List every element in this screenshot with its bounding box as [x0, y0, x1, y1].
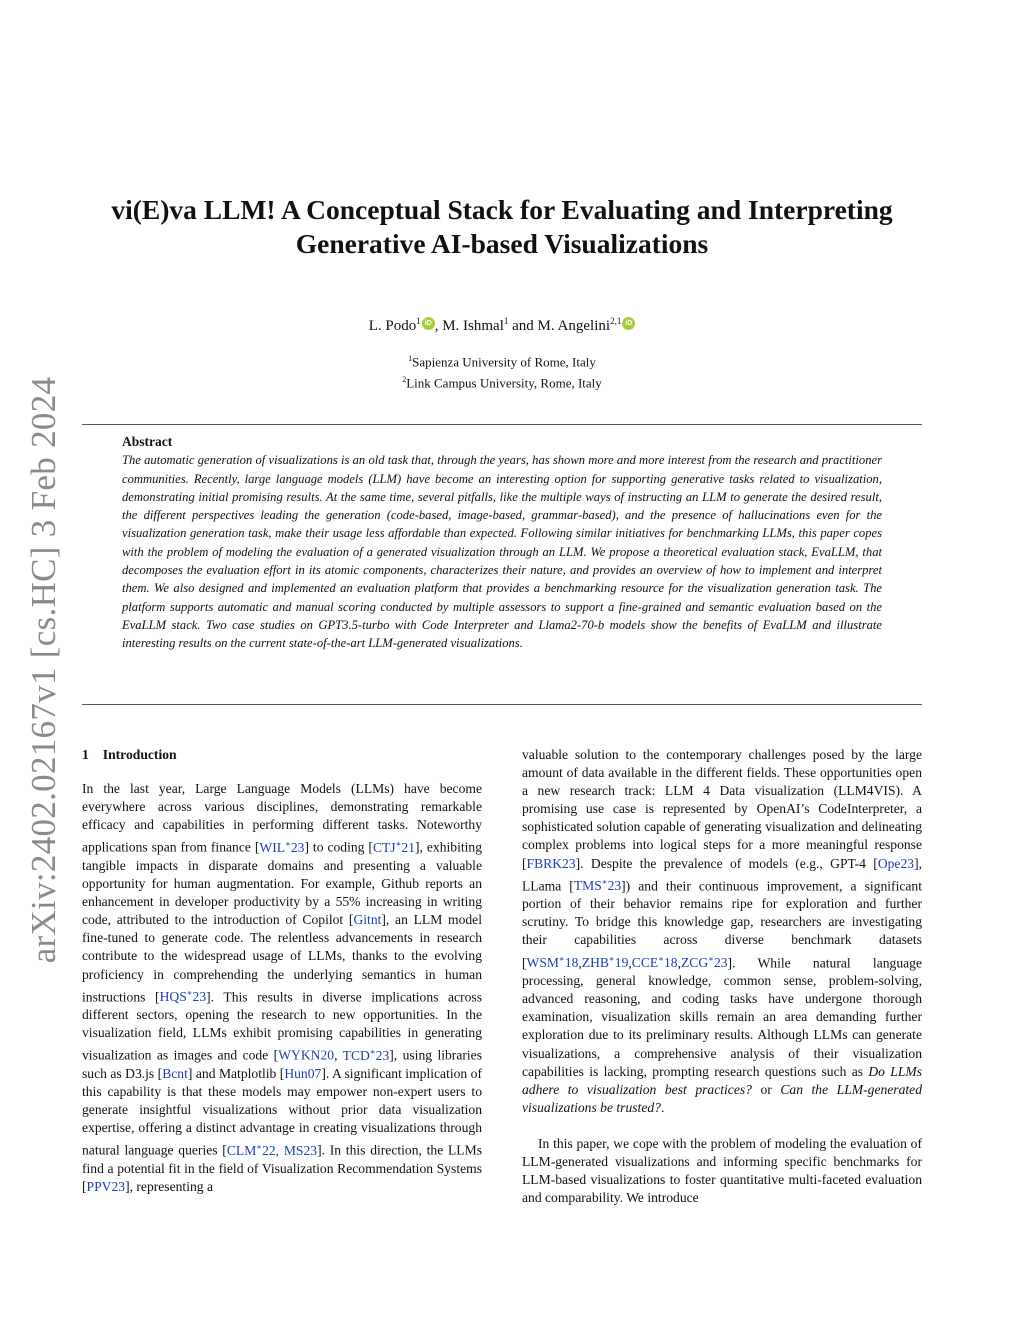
body-text: ], an LLM model fine-tuned to generate code. The relentless advancements in research contribute to the widespread usage of LLMs, thanks to the evolving proficiency in comprehending the underlying semantics in human instructions [ [82, 912, 482, 1005]
section-number: 1 [82, 747, 89, 762]
citation-link[interactable]: PPV23 [86, 1179, 126, 1195]
affiliation-marker: 2 [402, 375, 407, 385]
citation-link[interactable]: FBRK23 [526, 855, 576, 871]
body-text: ]. This results in diverse implications across different sectors, opening the research to new opportunities. In the visualization field, LLMs exhibit promising capabilities in generating visualization as images and code [ [82, 989, 482, 1063]
body-text: ]. In this direction, the LLMs find a potential fit in the field of Visualization Recommendation Systems [ [82, 1143, 482, 1195]
author-list [82, 316, 922, 335]
paper-title-line-1: vi(E)va LLM! A Conceptual Stack for Evaluating and Interpreting [111, 194, 893, 225]
body-text: or [751, 1081, 781, 1097]
affiliation-1 [82, 350, 922, 371]
arxiv-identifier-text: arXiv:2402.02167v1 [cs.HC] 3 Feb 2024 [24, 376, 63, 964]
citation-link[interactable]: CTJ∗21 [372, 838, 415, 855]
author-podo-affil: 1 [416, 316, 421, 326]
abstract-block [122, 433, 882, 653]
citation-link[interactable]: TCD∗23 [342, 1046, 390, 1063]
author-separator: , [434, 318, 443, 334]
abstract-heading: Abstract [122, 434, 173, 449]
abstract-top-rule [82, 424, 922, 425]
body-text: valuable solution to the contemporary challenges posed by the large amount of data available in the different fields. These opportunities open a new research track: LLM 4 Data visualization (LLM4VIS). A promising use case is represented by OpenAI’s CodeInterpreter, a sophisticated solution capable of generating visualization and delineating complex problems into logical steps for a more meaningful response [ [522, 747, 922, 871]
affiliations [82, 350, 922, 393]
author-podo: L. Podo [368, 318, 417, 334]
affiliation-text: Sapienza University of Rome, Italy [412, 354, 596, 370]
body-text: , [628, 955, 632, 971]
paper-title [82, 193, 922, 261]
arxiv-identifier-stamp [22, 360, 66, 980]
section-title: Introduction [102, 747, 177, 762]
research-question-2: Can the LLM-generated visualizations be trusted? [522, 1081, 922, 1115]
intro-paragraph-1 [82, 780, 482, 1196]
affiliation-text: Link Campus University, Rome, Italy [406, 375, 602, 391]
abstract-body: The automatic generation of visualizations is an old task that, through the years, has shown more and more interest from the research and practitioner communities. Recently, large language models (LLM) have become an interesting option for supporting generative tasks related to visualization, demonstrating initial promising results. At the same time, several pitfalls, like the multiple ways of instructing an LLM to generate the desired result, the different perspectives leading the generation (code-based, image-based, grammar-based), and the presence of hallucinations even for the visualization generation task, make their usage less affordable than expected. Following similar initiatives for benchmarking LLMs, this paper copes with the problem of modeling the evaluation of a generated visualization through an LLM. We propose a theoretical evaluation stack, EvaLLM, that decomposes the evaluation effort in its atomic components, characterizes their nature, and provides an overview of how to implement and interpret them. We also designed and implemented an evaluation platform that provides a benchmarking resource for the visualization generation task. The platform supports automatic and manual scoring conducted by multiple assessors to support a fine-grained and semantic evaluation based on the EvaLLM stack. Two case studies on GPT3.5-turbo with Code Interpreter and Llama2-70-b models show the benefits of EvaLLM and illustrate interesting results on the current state-of-the-art LLM-generated visualizations. [122, 453, 882, 651]
citation-link[interactable]: Bcnt [162, 1066, 188, 1082]
author-separator: and [508, 318, 538, 334]
body-text: ]. A significant implication of this capability is that these models may empower non-expert users to generate insightful visualizations without prior data visualization expertise, offering a distinct advantage in creating visualizations through natural language queries [ [82, 1066, 482, 1158]
abstract-bottom-rule [82, 704, 922, 705]
citation-link[interactable]: HQS∗23 [159, 987, 207, 1005]
citation-link[interactable]: Ope23 [877, 855, 915, 871]
citation-link[interactable]: WYKN20 [278, 1048, 335, 1063]
body-text: ], exhibiting tangible impacts in disparate domains and presenting a valuable opportunity for human augmentation. For example, Github reports an enhancement in developer productivity by a 55% increasing in writing code, attributed to the introduction of Copilot [ [82, 839, 482, 928]
orcid-icon[interactable]: iD [622, 317, 635, 330]
body-text: ] to coding [ [304, 839, 373, 855]
citation-link[interactable]: WIL∗23 [259, 838, 305, 855]
body-text: , [334, 1048, 343, 1063]
affiliation-2 [82, 371, 922, 392]
citation-link[interactable]: WSM∗18 [526, 953, 579, 971]
body-text: . [660, 1099, 665, 1115]
body-text: ], using libraries such as D3.js [ [82, 1048, 482, 1082]
citation-link[interactable]: ZCG∗23 [680, 953, 728, 971]
left-column [82, 746, 482, 1196]
citation-link[interactable]: TMS∗23 [573, 876, 622, 894]
right-column [522, 746, 922, 1207]
intro-paragraph-2: In this paper, we cope with the problem of modeling the evaluation of LLM-generated visualizations and informing specific benchmarks for LLM-based visualizations to foster quantitative multi-faceted evaluation and comparability. We introduce [522, 1135, 922, 1206]
body-text: , [578, 955, 582, 971]
body-text: ]) and their continuous improvement, a significant portion of their behavior remains ripe for exploration and further scrutiny. To bridge this knowledge gap, researchers are investigating their capabilities across diverse benchmark datasets [ [522, 878, 922, 971]
citation-link[interactable]: Hun07 [284, 1066, 322, 1082]
orcid-icon[interactable]: iD [422, 317, 435, 330]
citation-link[interactable]: Gitnt [353, 912, 382, 928]
body-text: ], representing a [125, 1179, 214, 1195]
body-text: ], LLama [ [522, 855, 922, 894]
author-ishmal-affil: 1 [503, 316, 509, 326]
body-text: ]. While natural language processing, general knowledge, common sense, problem-solving, advanced reasoning, and coding tasks have undergone thorough examination, visualization skills remain an area demanding further exploration due to its preliminary results. Although LLMs can generate visualizations, a comprehensive analysis of their visualization capabilities is lacking, prompting research questions such as [522, 955, 922, 1079]
body-text: , [677, 955, 681, 971]
body-text: ] and Matplotlib [ [187, 1066, 285, 1082]
citation-link[interactable]: CCE∗18 [631, 953, 678, 971]
body-text: ]. Despite the prevalence of models (e.g., GPT-4 [ [575, 855, 878, 871]
citation-link[interactable]: CLM∗22, MS23 [226, 1141, 318, 1158]
paper-title-line-2: Generative AI-based Visualizations [295, 228, 709, 259]
affiliation-marker: 1 [408, 354, 413, 363]
intro-paragraph-1-continued [522, 746, 922, 1117]
section-heading-introduction [82, 746, 482, 764]
citation-link[interactable]: ZHB∗19 [581, 953, 629, 971]
body-text: In the last year, Large Language Models (LLMs) have become everywhere across various disciplines, demonstrating remarkable efficacy and capabilities in performing different tasks. Noteworthy applications span from finance [ [82, 781, 482, 855]
author-angelini: M. Angelini [537, 318, 611, 334]
author-angelini-affil: 2,1 [610, 316, 622, 326]
author-ishmal: M. Ishmal [442, 318, 504, 334]
research-question-1: Do LLMs adhere to visualization best practices? [522, 1063, 922, 1097]
